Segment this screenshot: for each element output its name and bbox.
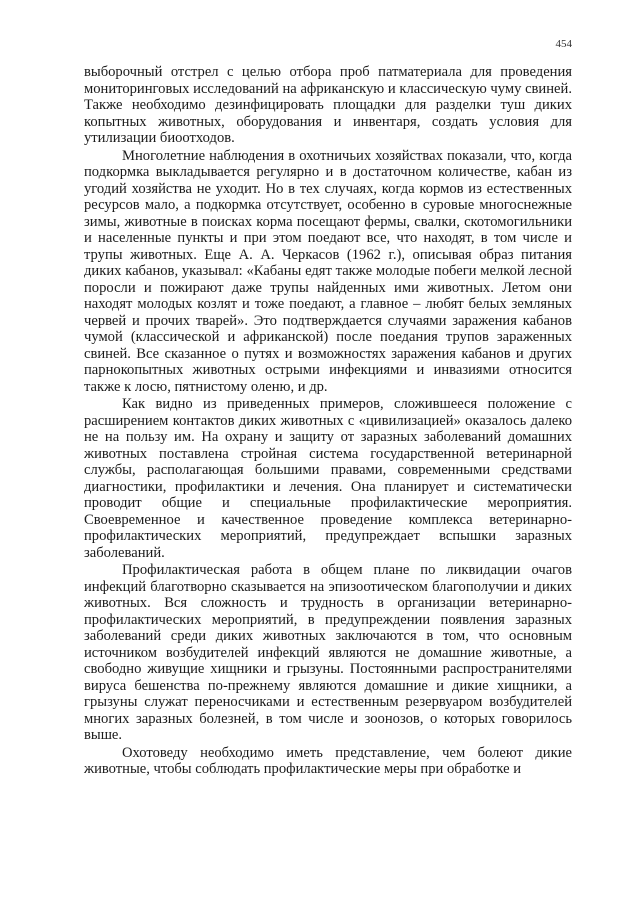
paragraph-3: Как видно из приведенных примеров, сложившееся положение с расширением контактов диких животных с «цивилизацией» оказалось далеко не на пользу им. На охрану и защиту от заразных заболеваний домашних животных поставлена стройная система государственной ветеринарной службы, располагающая большими правами, современными средствами диагностики, профилактики и лечения. Она планирует и систематически проводит общие и специальные профилактические мероприятия. Своевременное и качественное проведение комплекса ветеринарно-профилактических мероприятий, предупреждает вспышки заразных заболеваний. xyxy=(84,396,572,561)
page-number: 454 xyxy=(555,38,572,50)
paragraph-4: Профилактическая работа в общем плане по ликвидации очагов инфекций благотворно сказывается на эпизоотическом благополучии и диких животных. Вся сложность и трудность в организации ветеринарно-профилактических мероприятий, в предупреждении появления заразных заболеваний среди диких животных заключаются в том, что основным источником возбудителей инфекций являются не домашние животные, а свободно живущие хищники и грызуны. Постоянными распространителями вируса бешенства по-прежнему являются домашние и дикие хищники, а грызуны служат переносчиками и естественным резервуаром возбудителей многих заразных болезней, в том числе и зоонозов, о которых говорилось выше. xyxy=(84,562,572,743)
paragraph-1: выборочный отстрел с целью отбора проб патматериала для проведения мониторинговых исследований на африканскую и классическую чуму свиней. Также необходимо дезинфицировать площадки для разделки туш диких копытных животных, оборудования и инвентаря, создать условия для утилизации биоотходов. xyxy=(84,64,572,146)
body-text xyxy=(84,64,572,778)
paragraph-2: Многолетние наблюдения в охотничьих хозяйствах показали, что, когда подкормка выкладывается регулярно и в достаточном количестве, кабан из угодий хозяйства не уходит. Но в тех случаях, когда кормов из естественных ресурсов мало, а подкормка отсутствует, особенно в суровые многоснежные зимы, животные в поисках корма посещают фермы, свалки, скотомогильники и населенные пункты и при этом поедают все, что находят, в том числе и трупы животных. Еще А. А. Черкасов (1962 г.), описывая образ питания диких кабанов, указывал: «Кабаны едят также молодые побеги мелкой лесной поросли и пожирают даже трупы найденных ими животных. Летом они находят молодых козлят и тоже поедают, а главное – любят белых земляных червей и прочих тварей». Это подтверждается случаями заражения кабанов чумой (классической и африканской) после поедания трупов зараженных свиней. Все сказанное о путях и возможностях заражения кабанов и других парнокопытных животных острыми инфекциями и инвазиями относится также к лосю, пятнистому оленю, и др. xyxy=(84,147,572,395)
paragraph-5: Охотоведу необходимо иметь представление, чем болеют дикие животные, чтобы соблюдать профилактические меры при обработке и xyxy=(84,744,572,777)
